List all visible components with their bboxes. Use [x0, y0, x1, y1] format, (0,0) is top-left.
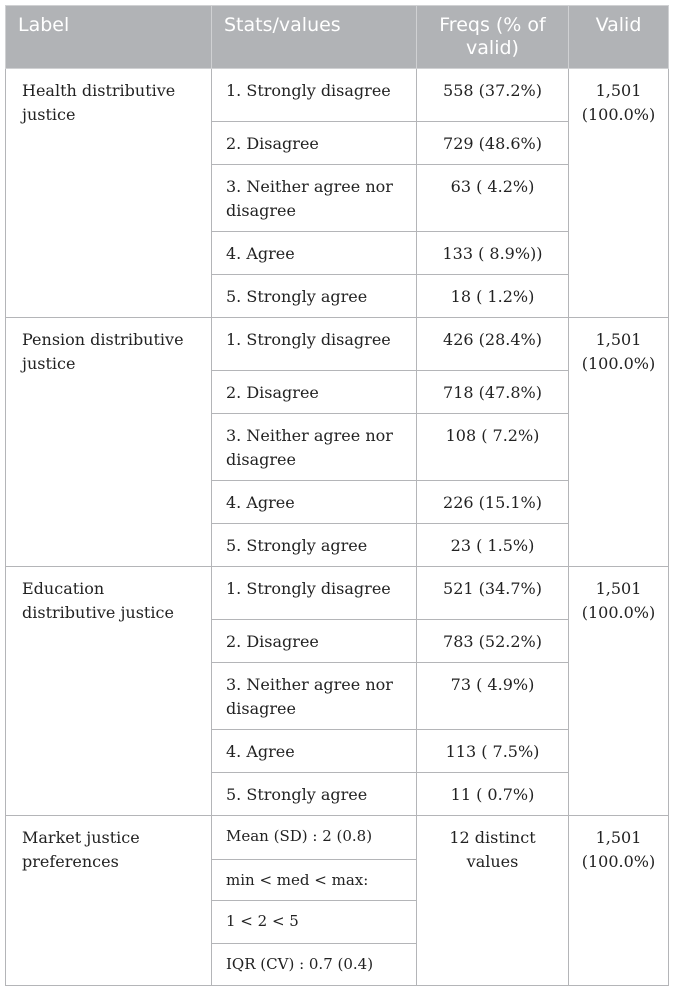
stat-cell: 4. Agree — [212, 730, 417, 773]
table-row — [6, 816, 669, 860]
stat-cell: 1 < 2 < 5 — [212, 901, 417, 944]
freq-cell: 226 (15.1%) — [417, 481, 569, 524]
group-label: Pension distributive justice — [6, 318, 212, 567]
header-row — [6, 6, 669, 69]
stat-cell: 5. Strongly agree — [212, 524, 417, 567]
header-stats-values: Stats/values — [212, 6, 417, 69]
freq-cell: 718 (47.8%) — [417, 371, 569, 414]
stat-cell: 5. Strongly agree — [212, 275, 417, 318]
freq-cell: 18 ( 1.2%) — [417, 275, 569, 318]
stat-cell: min < med < max: — [212, 860, 417, 901]
freq-cell: 133 ( 8.9%)) — [417, 232, 569, 275]
header-freqs: Freqs (% of valid) — [417, 6, 569, 69]
freq-cell: 108 ( 7.2%) — [417, 414, 569, 481]
valid-cell: 1,501 (100.0%) — [569, 69, 669, 318]
valid-cell: 1,501 (100.0%) — [569, 816, 669, 986]
market-label: Market justice preferences — [6, 816, 212, 986]
header-label: Label — [6, 6, 212, 69]
stat-cell: 1. Strongly disagree — [212, 567, 417, 620]
stat-cell: 1. Strongly disagree — [212, 69, 417, 122]
freq-cell: 73 ( 4.9%) — [417, 663, 569, 730]
stat-cell: 5. Strongly agree — [212, 773, 417, 816]
stat-cell: IQR (CV) : 0.7 (0.4) — [212, 944, 417, 986]
freq-cell: 558 (37.2%) — [417, 69, 569, 122]
table-row — [6, 69, 669, 122]
stat-cell: 4. Agree — [212, 481, 417, 524]
table-row — [6, 318, 669, 371]
table-row — [6, 567, 669, 620]
stat-cell: 2. Disagree — [212, 122, 417, 165]
stat-cell: 3. Neither agree nor disagree — [212, 414, 417, 481]
stat-cell: 3. Neither agree nor disagree — [212, 663, 417, 730]
freq-cell: 729 (48.6%) — [417, 122, 569, 165]
freq-cell: 113 ( 7.5%) — [417, 730, 569, 773]
freq-cell: 783 (52.2%) — [417, 620, 569, 663]
stats-table — [5, 5, 669, 986]
stat-cell: 4. Agree — [212, 232, 417, 275]
freq-cell: 23 ( 1.5%) — [417, 524, 569, 567]
group-label: Health distributive justice — [6, 69, 212, 318]
valid-cell: 1,501 (100.0%) — [569, 567, 669, 816]
stat-cell: 3. Neither agree nor disagree — [212, 165, 417, 232]
freq-cell: 521 (34.7%) — [417, 567, 569, 620]
valid-cell: 1,501 (100.0%) — [569, 318, 669, 567]
stat-cell: 1. Strongly disagree — [212, 318, 417, 371]
freq-cell: 12 distinct values — [417, 816, 569, 986]
freq-cell: 11 ( 0.7%) — [417, 773, 569, 816]
stat-cell: Mean (SD) : 2 (0.8) — [212, 816, 417, 860]
freq-cell: 426 (28.4%) — [417, 318, 569, 371]
group-label: Education distributive justice — [6, 567, 212, 816]
stat-cell: 2. Disagree — [212, 371, 417, 414]
freq-cell: 63 ( 4.2%) — [417, 165, 569, 232]
header-valid: Valid — [569, 6, 669, 69]
stat-cell: 2. Disagree — [212, 620, 417, 663]
